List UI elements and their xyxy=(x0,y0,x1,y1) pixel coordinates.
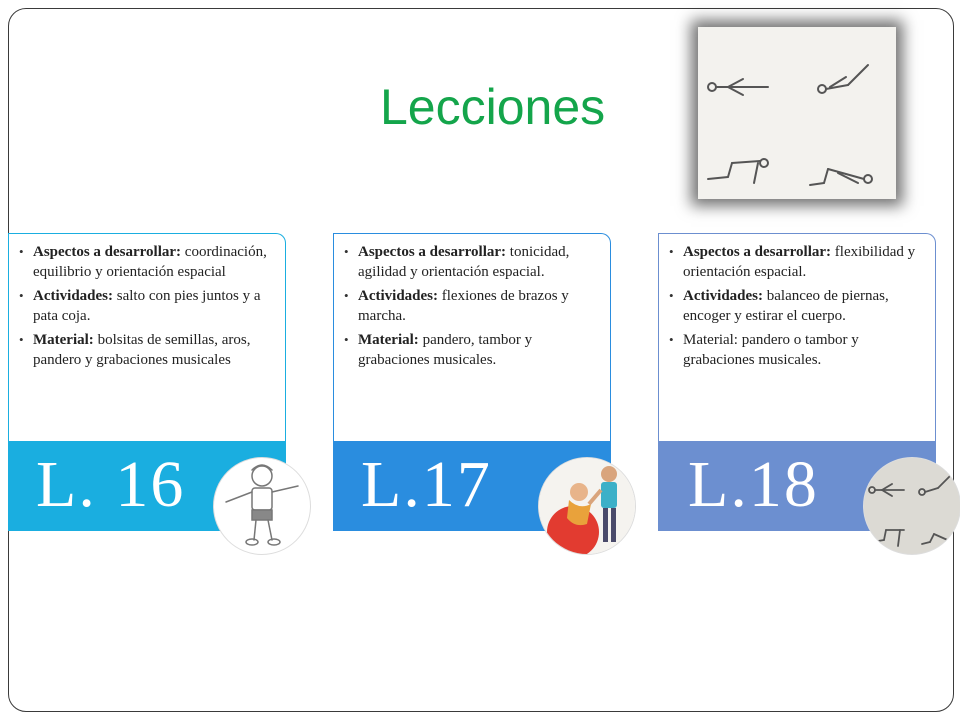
lesson-18-sketch-image xyxy=(863,457,960,555)
lesson-card-18 xyxy=(658,233,936,531)
lesson-18-list xyxy=(659,234,935,370)
lesson-18-content xyxy=(658,233,936,442)
lesson-18-label: L.18 xyxy=(688,448,819,521)
exercise-sketch-photo xyxy=(698,27,896,199)
lesson-card-16 xyxy=(8,233,286,531)
lesson-18-item-activities: • Actividades: balanceo de piernas, encoger y estirar el cuerpo. xyxy=(683,286,925,326)
lesson-17-item-aspects: • Aspectos a desarrollar: tonicidad, agilidad y orientación espacial. xyxy=(358,242,600,282)
lesson-16-item-material: • Material: bolsitas de semillas, aros, pandero y grabaciones musicales xyxy=(33,330,275,370)
lesson-16-child-balance-image xyxy=(213,457,311,555)
lesson-16-content xyxy=(8,233,286,442)
lesson-16-item-activities: • Actividades: salto con pies juntos y a pata coja. xyxy=(33,286,275,326)
lesson-17-children-ball-image xyxy=(538,457,636,555)
child-balancing-drawing xyxy=(214,458,310,554)
stick-figures-drawing xyxy=(698,27,896,199)
slide-title: Lecciones xyxy=(380,79,606,135)
lesson-18-item-material: • Material: pandero o tambor y grabaciones musicales. xyxy=(683,330,925,370)
lesson-16-label: L. 16 xyxy=(36,448,186,521)
stick-figures-thumbnail xyxy=(864,458,960,554)
children-exercise-ball-drawing xyxy=(539,458,635,554)
lesson-17-label: L.17 xyxy=(361,448,492,521)
lesson-card-17 xyxy=(333,233,611,531)
lesson-17-list xyxy=(334,234,610,370)
lesson-17-item-material: • Material: pandero, tambor y grabaciones musicales. xyxy=(358,330,600,370)
lesson-16-item-aspects: • Aspectos a desarrollar: coordinación, equilibrio y orientación espacial xyxy=(33,242,275,282)
lesson-16-list xyxy=(9,234,285,370)
lesson-18-item-aspects: • Aspectos a desarrollar: flexibilidad y orientación espacial. xyxy=(683,242,925,282)
lesson-17-item-activities: • Actividades: flexiones de brazos y marcha. xyxy=(358,286,600,326)
lesson-17-content xyxy=(333,233,611,442)
